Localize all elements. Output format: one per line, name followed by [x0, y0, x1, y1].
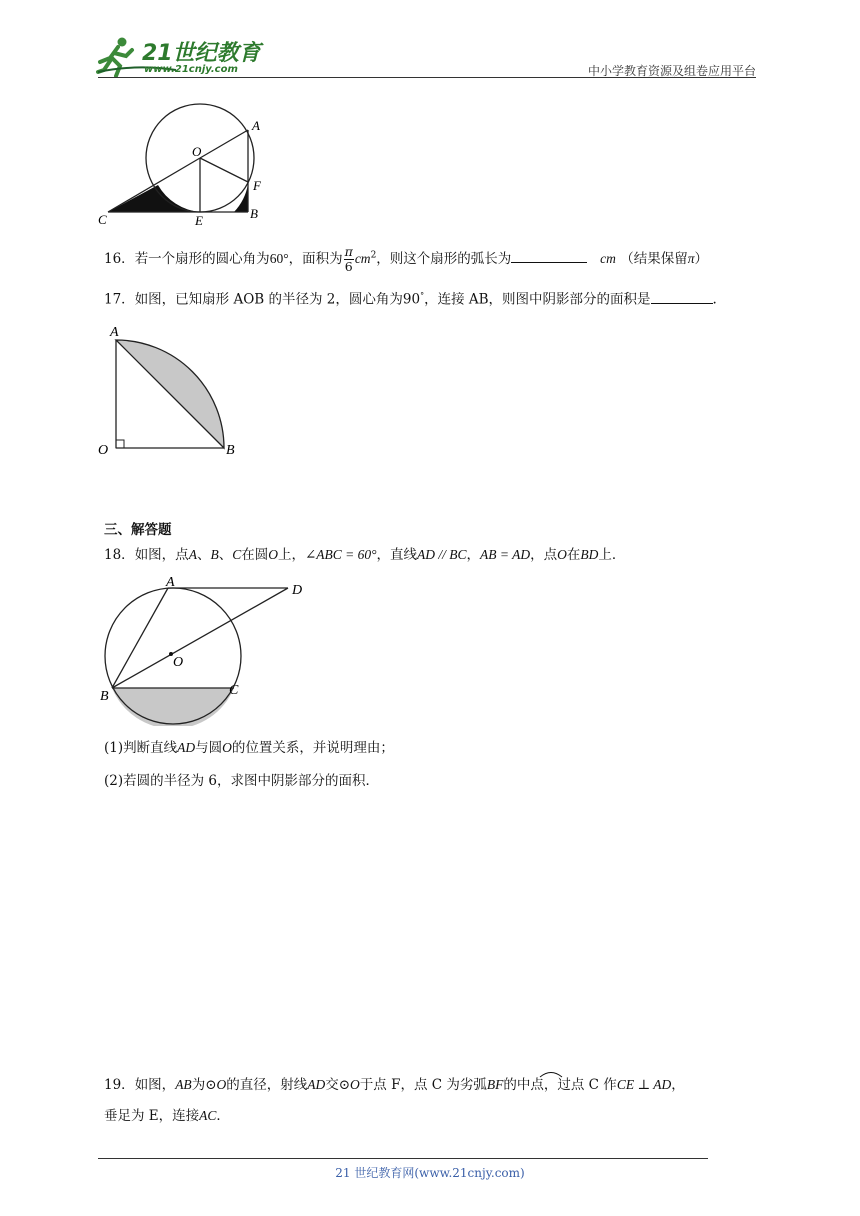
q18-text: 、 [218, 547, 233, 563]
label-A: A [252, 118, 260, 133]
q18-text: 上， [277, 547, 305, 563]
fraction [344, 245, 354, 274]
q18-sub-text: 与圆 [195, 740, 223, 756]
q18-text: ，直线 [376, 547, 418, 563]
question-18 [104, 545, 625, 565]
point-A: A [188, 547, 197, 562]
q16-text: ，则这个扇形的弧长为 [376, 251, 512, 267]
q19-text: 的直径，射线 [226, 1077, 308, 1093]
label-A: A [166, 575, 175, 590]
label-O: O [98, 443, 109, 458]
point-C: C [232, 547, 242, 562]
point-O: O [557, 547, 567, 562]
angle: 90 [402, 291, 421, 308]
q18-text: 在 [566, 547, 581, 563]
point-O: O [268, 547, 278, 562]
logo-title: 21世纪教育 [142, 41, 261, 66]
site-logo [96, 34, 266, 78]
label-A: A [110, 325, 119, 340]
label-D: D [292, 583, 303, 598]
question-18-part-1 [104, 738, 394, 758]
circle-O: ⊙O [205, 1077, 227, 1092]
q18-sub-text: 的位置关系，并说明理由； [231, 740, 394, 756]
figure-q15 [96, 100, 276, 230]
section-title: 三、解答题 [104, 522, 172, 538]
question-17 [104, 286, 717, 310]
header-divider [98, 77, 756, 78]
segment-AC: AC [199, 1108, 217, 1123]
unit: cm [354, 251, 371, 266]
q19-text: 于点 F，点 C 为劣弧 [359, 1077, 487, 1093]
unit: cm [600, 251, 616, 266]
degree: ° [420, 291, 425, 300]
point-B: B [210, 547, 219, 562]
q18-text: 如图，点 [134, 547, 189, 563]
q19-text: 交 [325, 1077, 339, 1093]
question-number: 17． [104, 291, 135, 308]
label-E: E [195, 213, 203, 228]
footer-divider [98, 1158, 708, 1159]
fraction-numerator: π [344, 244, 353, 259]
fraction-denominator: 6 [344, 259, 353, 274]
q18-text: 在圆 [241, 547, 269, 563]
question-19 [104, 1073, 685, 1095]
perpendicular-expression: CE ⊥ AD [616, 1077, 672, 1092]
q19-text: ． [216, 1108, 230, 1124]
label-O: O [192, 144, 202, 159]
answer-blank[interactable] [511, 250, 587, 263]
shaded-segment [116, 340, 224, 448]
parallel-expression: AD // BC [417, 547, 467, 562]
equal-expression: AB = AD [480, 547, 531, 562]
q19-text: 如图， [134, 1077, 176, 1093]
arc-mark-icon [538, 1070, 564, 1078]
shaded-segment [112, 688, 234, 726]
point-O: O [222, 740, 232, 755]
segment-AB: AB [175, 1077, 192, 1092]
question-number: 19． [104, 1077, 135, 1093]
q17-text: . [712, 291, 717, 308]
q16-text: ） [694, 251, 708, 267]
q18-text: ，点 [530, 547, 558, 563]
question-16 [104, 245, 708, 274]
label-F: F [253, 178, 261, 193]
shaded-region [108, 185, 200, 212]
label-O: O [173, 655, 184, 670]
arc-BF: BF [486, 1077, 504, 1092]
header-platform-text: 中小学教育资源及组卷应用平台 [587, 64, 756, 78]
q17-text: ，连接 AB，则图中阴影部分的面积是 [424, 291, 651, 308]
angle-expression: ∠ABC = 60° [304, 547, 377, 562]
q19-text: 垂足为 E，连接 [104, 1108, 200, 1124]
label-B: B [100, 689, 109, 704]
answer-blank[interactable] [651, 291, 713, 304]
figure-q17 [96, 320, 246, 460]
segment-AD: AD [307, 1077, 326, 1092]
question-number: 18． [104, 547, 135, 563]
pi-symbol: π [687, 251, 695, 266]
footer-text: 21 世纪教育网(www.21cnjy.com) [335, 1166, 525, 1180]
q18-text: ， [466, 547, 481, 563]
question-number: 16． [104, 251, 135, 267]
q18-sub-text: (1)判断直线 [104, 740, 178, 756]
q19-text: ， [671, 1077, 685, 1093]
label-B: B [226, 443, 235, 458]
q16-text: ，面积为 [288, 251, 343, 267]
label-B: B [250, 206, 258, 221]
figure-q18 [96, 574, 316, 726]
label-C: C [98, 212, 107, 227]
question-19-line-2 [104, 1106, 230, 1126]
q19-text: 的中点，过点 C 作 [503, 1077, 617, 1093]
q16-text: （结果保留 [620, 251, 688, 267]
circle-O: ⊙O [338, 1077, 360, 1092]
superscript: 2 [370, 250, 377, 261]
q17-text: 如图，已知扇形 AOB 的半径为 2，圆心角为 [134, 291, 403, 308]
logo-url: www.21cnjy.com [144, 64, 238, 75]
segment-AD: AD [177, 740, 196, 755]
angle: 60° [269, 251, 289, 266]
segment-BD: BD [580, 547, 599, 562]
q19-text: 为 [191, 1077, 206, 1093]
q18-text: 上． [598, 547, 626, 563]
q16-text: 若一个扇形的圆心角为 [134, 251, 270, 267]
question-18-part-2: (2)若圆的半径为 6，求图中阴影部分的面积． [104, 773, 380, 789]
label-C: C [229, 683, 239, 698]
q18-text: 、 [196, 547, 211, 563]
